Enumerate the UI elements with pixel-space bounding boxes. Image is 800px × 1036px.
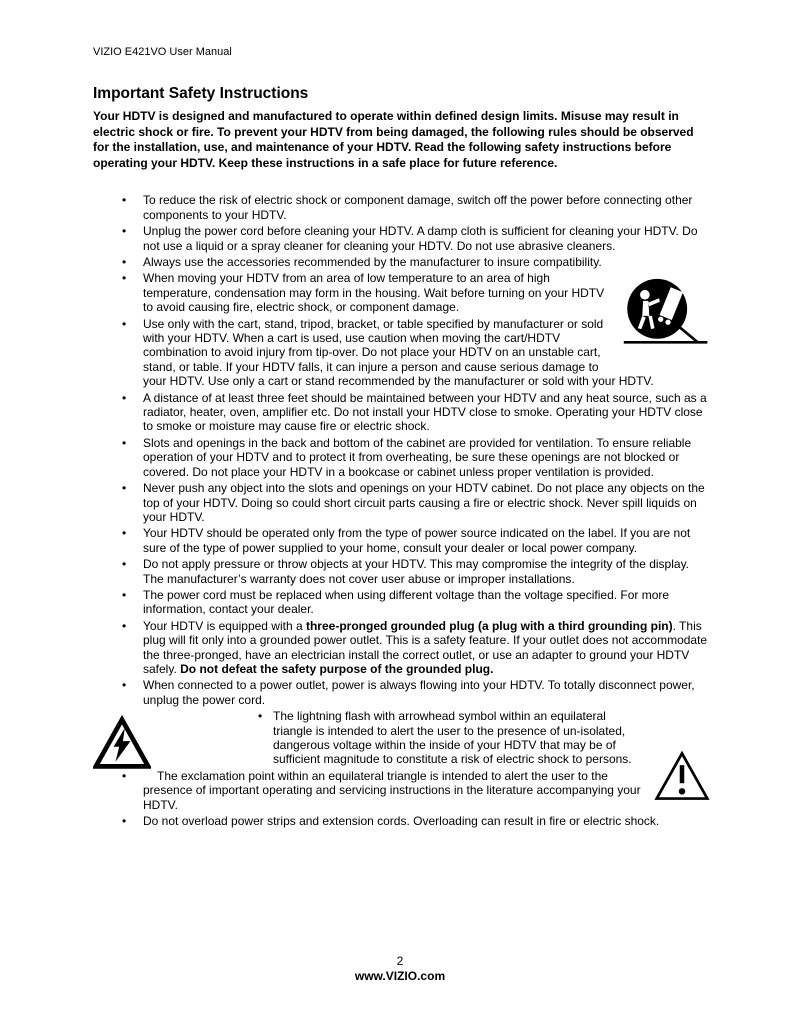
sub-safety-instruction: • The lightning flash with arrowhead symbol within an equilateral triangle is intended to alert the user to the presence of un-isolated, dangerous voltage within the inside of your HDTV that may be of sufficient magnitude to constitute a risk of electric shock to persons. bbox=[273, 709, 710, 767]
safety-instruction: • Your HDTV is equipped with a three-pronged grounded plug (a plug with a third grounding pin). This plug will fit only into a grounded power outlet. This is a safety feature. If your outlet does not accommodate the three-pronged, have an electrician install the correct outlet, or use an adapter to ground your HDTV safely. Do not defeat the safety purpose of the grounded plug. bbox=[143, 619, 710, 677]
safety-instruction: • To reduce the risk of electric shock or component damage, switch off the power before connecting other components to your HDTV. bbox=[143, 193, 710, 222]
page-title: Important Safety Instructions bbox=[93, 85, 309, 102]
document-header: VIZIO E421VO User Manual bbox=[93, 46, 232, 58]
safety-instruction: • When moving your HDTV from an area of low temperature to an area of high temperature, condensation may form in the housing. Wait before turning on your HDTV to avoid causing fire, electric shock, or component damage. bbox=[143, 271, 710, 314]
safety-instruction: • The exclamation point within an equilateral triangle is intended to alert the user to the presence of important operating and servicing instructions in the literature accompanying your HDTV. bbox=[143, 769, 710, 812]
warning-symbols-block bbox=[143, 709, 710, 767]
intro-paragraph: Your HDTV is designed and manufactured to operate within defined design limits. Misuse may result in electric shock or fire. To prevent your HDTV from being damaged, the following rules should be observed for the installation, use, and maintenance of your HDTV. Read the following safety instructions before operating your HDTV. Keep these instructions in a safe place for future reference. bbox=[93, 109, 694, 170]
lightning-flash-triangle-icon bbox=[93, 711, 151, 775]
safety-instruction: • Your HDTV should be operated only from the type of power source indicated on the label. If you are not sure of the type of power supplied to your home, consult your dealer or local power company. bbox=[143, 526, 710, 555]
safety-instruction: • Do not apply pressure or throw objects at your HDTV. This may compromise the integrity of the display. The manufacturer’s warranty does not cover user abuse or improper installations. bbox=[143, 557, 710, 586]
page-footer bbox=[0, 954, 800, 984]
safety-instruction: • Always use the accessories recommended by the manufacturer to insure compatibility. bbox=[143, 255, 710, 269]
page-number: 2 bbox=[396, 954, 404, 968]
sub-safety-list bbox=[143, 709, 710, 767]
safety-instruction: • Never push any object into the slots and openings on your HDTV cabinet. Do not place any objects on the top of your HDTV. Doing so could short circuit parts causing a fire or electric shock. Never spill liquids on your HDTV. bbox=[143, 481, 710, 524]
safety-instruction: • Do not overload power strips and extension cords. Overloading can result in fire or electric shock. bbox=[143, 814, 710, 828]
safety-instruction: • Use only with the cart, stand, tripod, bracket, or table specified by manufacturer or sold with your HDTV. When a cart is used, use caution when moving the cart/HDTV combination to avoid injury from tip-over. Do not place your HDTV on an unstable cart, stand, or table. If your HDTV falls, it can injure a person and cause serious damage to your HDTV. Use only a cart or stand recommended by the manufacturer or sold with your HDTV. bbox=[143, 317, 710, 389]
safety-instruction: • The power cord must be replaced when using different voltage than the voltage specified. For more information, contact your dealer. bbox=[143, 588, 710, 617]
safety-instruction: • Unplug the power cord before cleaning your HDTV. A damp cloth is sufficient for cleaning your HDTV. Do not use a liquid or a spray cleaner for cleaning your HDTV. Do not use abrasive cleaners. bbox=[143, 224, 710, 253]
safety-instruction: • When connected to a power outlet, power is always flowing into your HDTV. To totally disconnect power, unplug the power cord. bbox=[143, 678, 710, 707]
footer-url: www.VIZIO.com bbox=[354, 969, 446, 983]
safety-instruction: • Slots and openings in the back and bottom of the cabinet are provided for ventilation. To ensure reliable operation of your HDTV and to protect it from overheating, be sure these openings are not blocked or covered. Do not place your HDTV in a bookcase or cabinet unless proper ventilation is provided. bbox=[143, 436, 710, 479]
safety-list bbox=[93, 193, 710, 828]
safety-instruction: • A distance of at least three feet should be maintained between your HDTV and any heat source, such as a radiator, heater, oven, amplifier etc. Do not install your HDTV close to smoke. Operating your HDTV close to smoke or moisture may cause fire or electric shock. bbox=[143, 391, 710, 434]
